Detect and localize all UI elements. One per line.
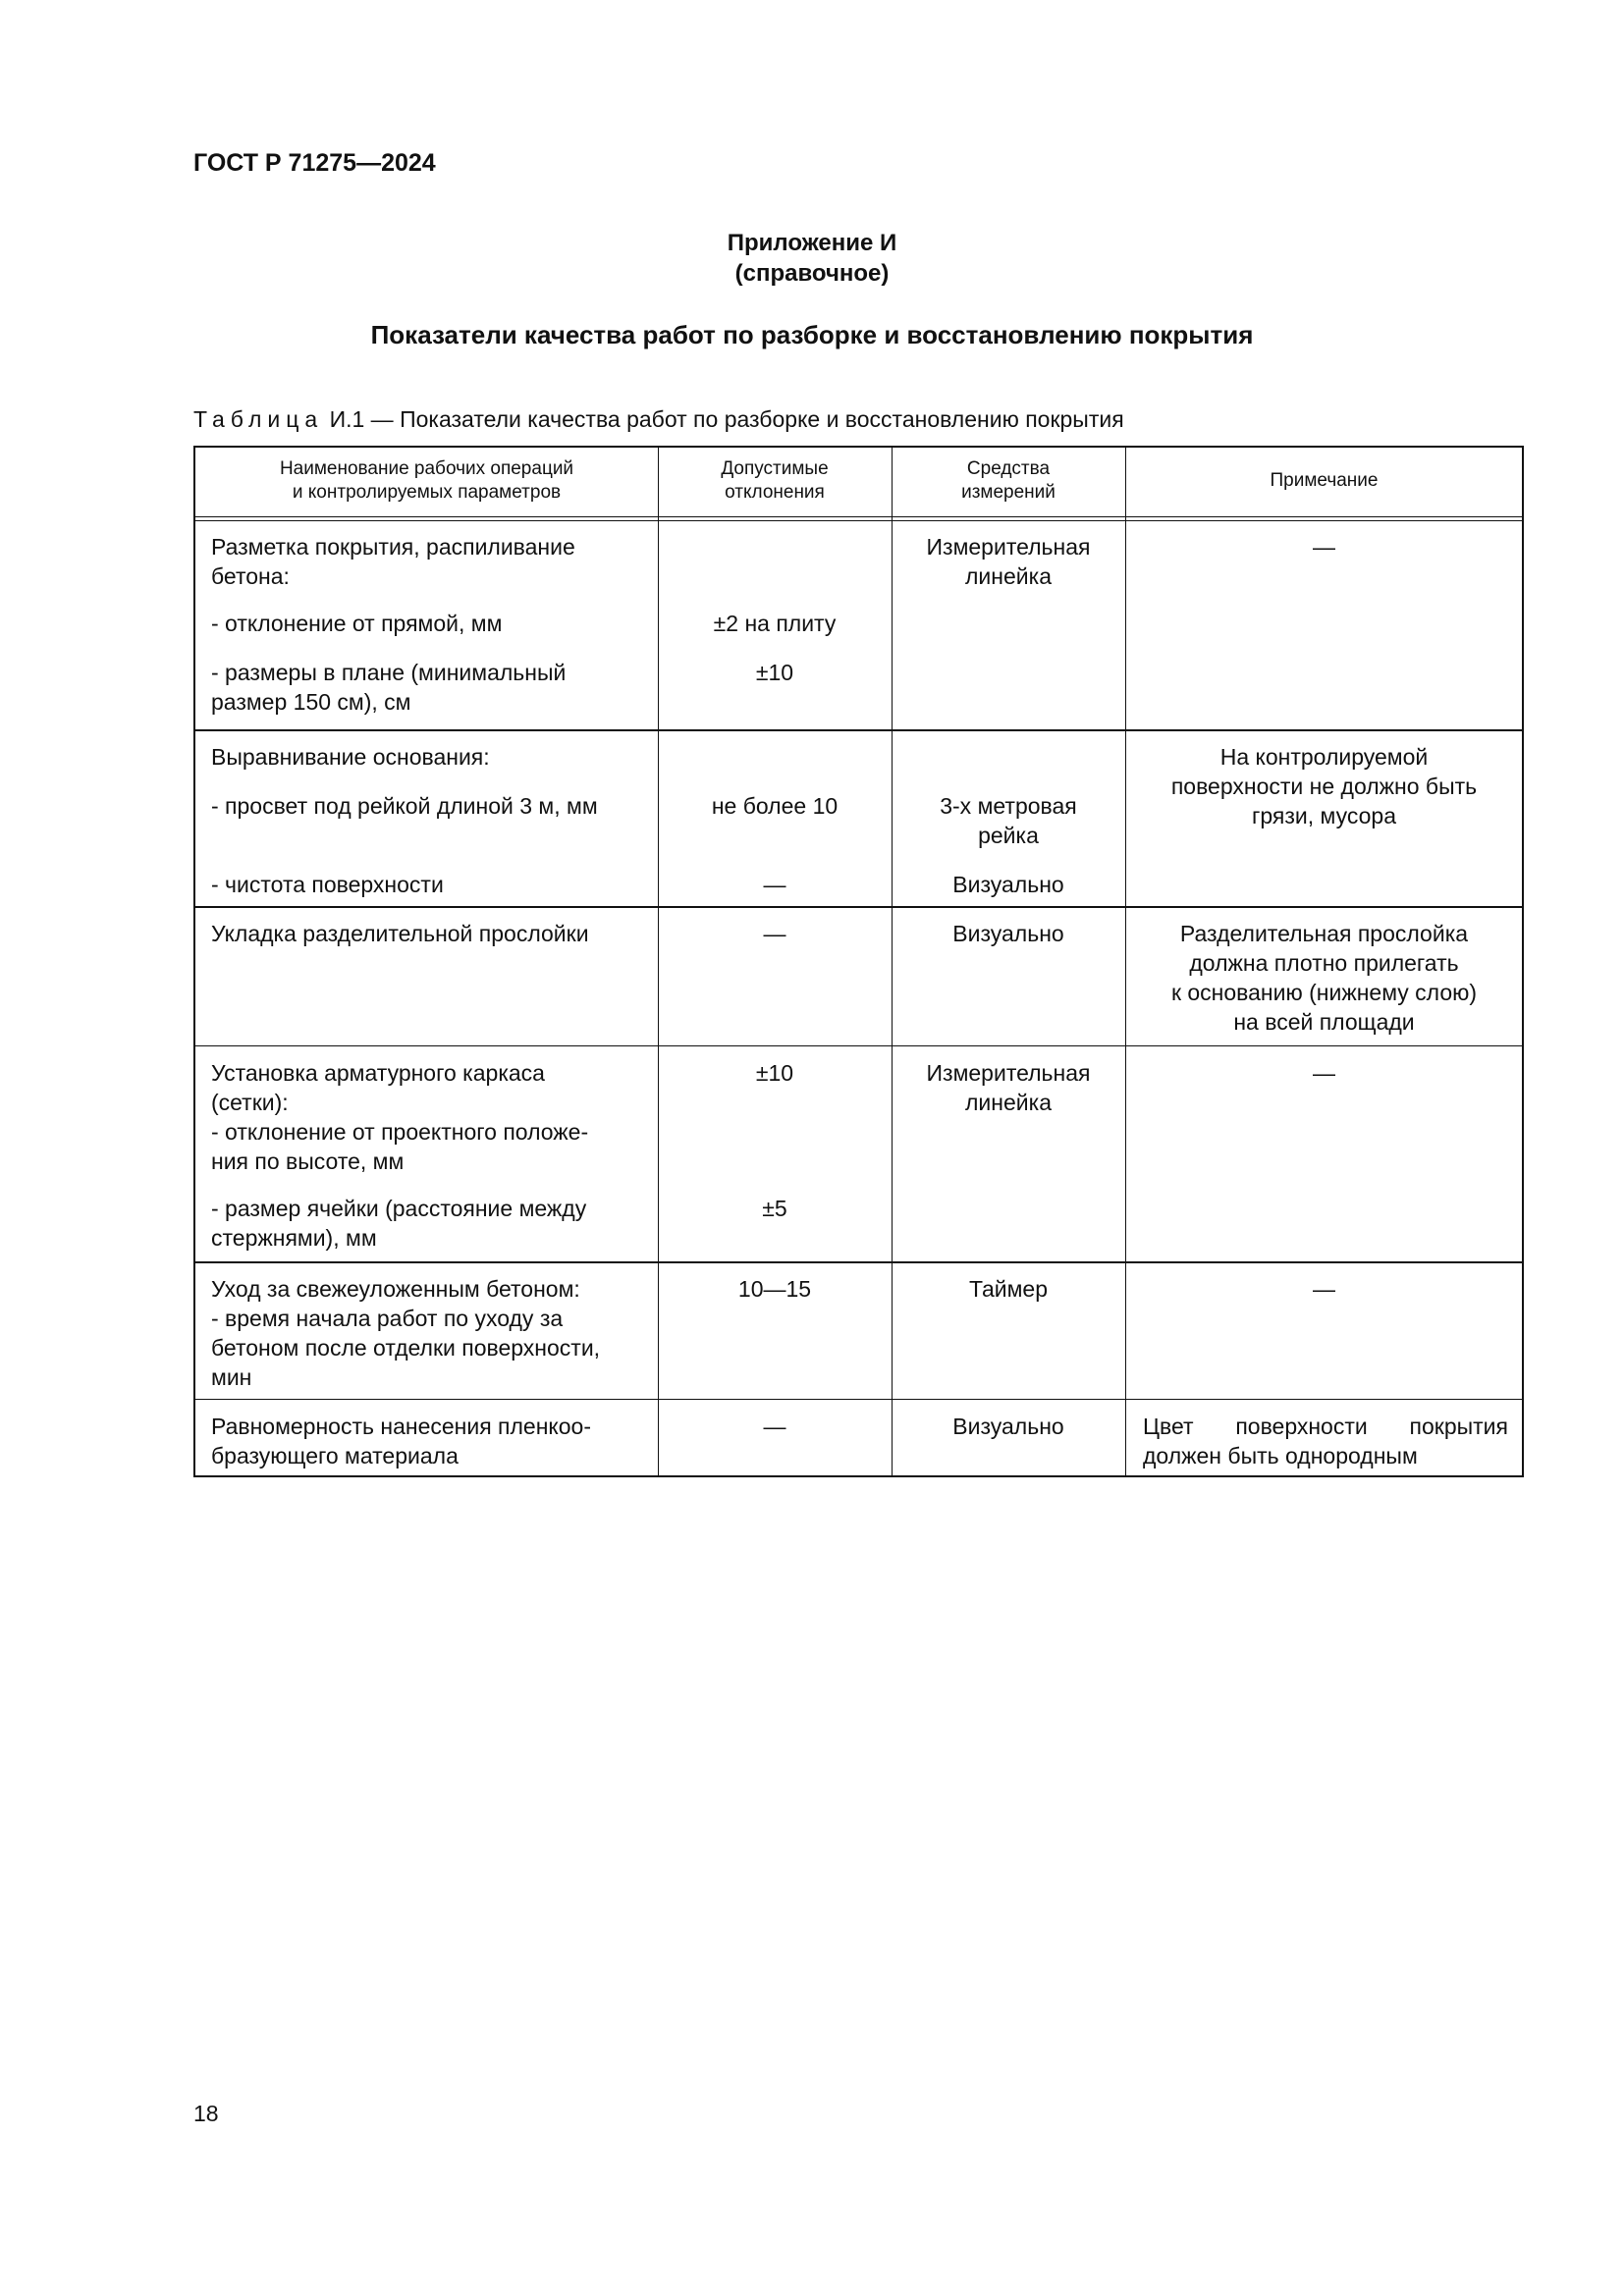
table-row-5-tool xyxy=(892,1274,1125,1304)
cell-line: линейка xyxy=(965,1090,1052,1115)
table-row-3-note xyxy=(1125,919,1523,1037)
cell-line: Разметка покрытия, распиливание xyxy=(211,534,575,560)
appendix-title: Приложение И xyxy=(727,230,897,256)
section-title: Показатели качества работ по разборке и восстановлению покрытия xyxy=(370,320,1254,349)
table-row-6-tool xyxy=(892,1412,1125,1441)
table-caption-text: И.1 — Показатели качества работ по разборке и восстановлению покрытия xyxy=(323,406,1124,432)
cell-line: Уход за свежеуложенным бетоном: xyxy=(211,1276,580,1302)
cell-line: - просвет под рейкой длиной 3 м, мм xyxy=(211,793,598,819)
header-divider xyxy=(195,516,1522,521)
cell-line: (сетки): xyxy=(211,1090,289,1115)
table-row-1-tool xyxy=(892,532,1125,591)
cell-line: — xyxy=(1313,1276,1335,1302)
cell-line: Равномерность нанесения пленкоо- xyxy=(211,1414,591,1439)
cell-line: Установка арматурного каркаса xyxy=(211,1060,545,1086)
cell-line: — xyxy=(763,872,786,897)
cell-line: — xyxy=(763,1414,786,1439)
table-row-4-operation xyxy=(211,1058,588,1253)
table-row-5-deviation xyxy=(658,1274,892,1304)
cell-line: не более 10 xyxy=(711,793,839,819)
column-divider xyxy=(892,448,893,1475)
cell-line: — xyxy=(763,921,786,946)
table-row-3-deviation xyxy=(658,919,892,948)
row-divider xyxy=(195,1261,1522,1263)
page-number: 18 xyxy=(193,2101,219,2126)
table-row-4-tool xyxy=(892,1058,1125,1117)
cell-line: рейка xyxy=(978,823,1039,848)
cell-line: На контролируемой xyxy=(1219,744,1429,770)
cell-line: 10—15 xyxy=(737,1276,812,1302)
column-header-line: Допустимые xyxy=(721,458,829,479)
column-header-note xyxy=(1125,469,1523,493)
row-divider xyxy=(195,1399,1522,1400)
cell-line: Измерительная xyxy=(926,534,1091,560)
table-row-2-deviation xyxy=(658,791,892,899)
column-header-line: Примечание xyxy=(1270,470,1379,491)
row-divider xyxy=(195,729,1522,731)
column-header-line: отклонения xyxy=(725,482,825,503)
column-header-tools xyxy=(892,457,1125,505)
cell-line: должна плотно прилегать xyxy=(1189,950,1459,976)
cell-line: - чистота поверхности xyxy=(211,872,444,897)
cell-line: Разделительная прослойка xyxy=(1179,921,1469,946)
table-caption xyxy=(193,406,1124,433)
cell-line: к основанию (нижнему слою) xyxy=(1170,980,1478,1005)
table-row-2-operation xyxy=(211,742,598,899)
column-divider xyxy=(658,448,659,1475)
table-row-2-note xyxy=(1125,742,1523,830)
cell-line: бразующего материала xyxy=(211,1443,459,1468)
cell-line: ±10 xyxy=(755,660,794,685)
row-divider xyxy=(195,1045,1522,1046)
table-caption-label: Таблица xyxy=(193,406,324,432)
cell-line: ния по высоте, мм xyxy=(211,1148,405,1174)
column-header-operations xyxy=(195,457,658,505)
column-header-deviations xyxy=(658,457,892,505)
cell-line: Укладка разделительной прослойки xyxy=(211,921,589,946)
table-row-2-tool xyxy=(892,791,1125,899)
cell-line: - размеры в плане (минимальный xyxy=(211,660,567,685)
column-header-line: измерений xyxy=(961,482,1056,503)
cell-line: поверхности не должно быть xyxy=(1170,774,1478,799)
cell-line: - размер ячейки (расстояние между xyxy=(211,1196,587,1221)
cell-line: стержнями), мм xyxy=(211,1225,377,1251)
cell-line: - время начала работ по уходу за xyxy=(211,1306,564,1331)
table-row-1-operation xyxy=(211,532,575,717)
cell-line: ±5 xyxy=(762,1196,787,1221)
cell-line: Выравнивание основания: xyxy=(211,744,490,770)
cell-line: ±10 xyxy=(755,1060,794,1086)
cell-line: 3-х метровая xyxy=(940,793,1077,819)
appendix-subtitle: (справочное) xyxy=(734,260,890,287)
quality-table xyxy=(193,446,1524,1477)
table-row-6-deviation xyxy=(658,1412,892,1441)
cell-line: линейка xyxy=(965,563,1052,589)
cell-line: Визуально xyxy=(952,872,1064,897)
cell-line: бетоном после отделки поверхности, xyxy=(211,1335,601,1361)
column-header-line: и контролируемых параметров xyxy=(292,482,562,503)
cell-line: Визуально xyxy=(952,921,1064,946)
table-row-3-tool xyxy=(892,919,1125,948)
cell-line: бетона: xyxy=(211,563,290,589)
column-header-line: Средства xyxy=(966,458,1051,479)
cell-line: Визуально xyxy=(952,1414,1064,1439)
cell-line: мин xyxy=(211,1364,252,1390)
cell-line: размер 150 см), см xyxy=(211,689,411,715)
table-row-1-note xyxy=(1125,532,1523,561)
row-divider xyxy=(195,906,1522,908)
cell-line: — xyxy=(1313,1060,1335,1086)
table-row-1-deviation xyxy=(658,609,892,687)
cell-line: - отклонение от прямой, мм xyxy=(211,611,503,636)
column-header-line: Наименование рабочих операций xyxy=(279,458,574,479)
table-row-3-operation xyxy=(211,919,589,948)
cell-line: на всей площади xyxy=(1233,1009,1415,1035)
cell-line: Таймер xyxy=(968,1276,1049,1302)
cell-line: Цвет поверхности покрытия xyxy=(1143,1414,1508,1439)
cell-line: Измерительная xyxy=(926,1060,1091,1086)
cell-line: ±2 на плиту xyxy=(713,611,837,636)
cell-line: должен быть однородным xyxy=(1143,1443,1418,1468)
appendix-heading xyxy=(0,228,1624,289)
document-id: ГОСТ Р 71275—2024 xyxy=(193,149,436,177)
table-row-5-operation xyxy=(211,1274,600,1392)
table-row-4-note xyxy=(1125,1058,1523,1088)
table-row-4-deviation xyxy=(658,1058,892,1223)
cell-line: — xyxy=(1313,534,1335,560)
cell-line: - отклонение от проектного положе- xyxy=(211,1119,589,1145)
table-row-6-operation xyxy=(211,1412,591,1470)
table-row-5-note xyxy=(1125,1274,1523,1304)
table-row-6-note xyxy=(1143,1412,1508,1470)
cell-line: грязи, мусора xyxy=(1252,803,1396,828)
